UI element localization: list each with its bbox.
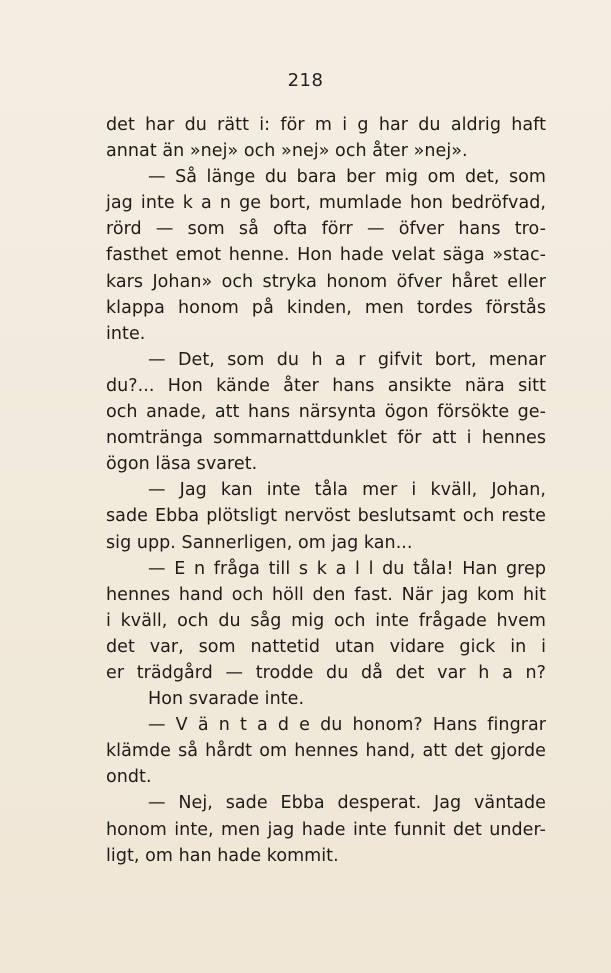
text-line: fasthet emot henne. Hon hade velat säga »stac- [106,245,546,266]
text-line: — Så länge du bara ber mig om det, som [148,167,546,188]
text-line: ögon läsa svaret. [106,454,258,475]
text-line: — Jag kan inte tåla mer i kväll, Johan, [148,480,546,501]
body-text [106,112,546,869]
text-line: hennes hand och höll den fast. När jag kom hit [106,584,546,605]
text-line: — E n fråga till s k a l l du tåla! Han grep [148,558,546,579]
text-line: inte. [106,323,146,344]
text-line: du?... Hon kände åter hans ansikte nära sitt [106,375,546,396]
text-line: honom inte, men jag hade inte funnit det under- [106,819,546,840]
text-line: ligt, om han hade kommit. [106,845,339,866]
text-line: det har du rätt i: för m i g har du aldrig haft [106,115,546,135]
text-line: — Nej, sade Ebba desperat. Jag väntade [148,793,546,814]
text-line: nomtränga sommarnattdunklet för att i hennes [106,428,546,449]
text-line: er trädgård — trodde du då det var h a n? [106,662,546,683]
text-line: rörd — som så ofta förr — öfver hans tro- [106,219,546,240]
text-line: — V ä n t a d e du honom? Hans fingrar [148,715,546,736]
text-line: kars Johan» och stryka honom öfver håret eller [106,271,546,292]
text-line: jag inte k a n ge bort, mumlade hon bedröfvad, [106,193,546,214]
text-line: — Det, som du h a r gifvit bort, menar [148,349,546,370]
text-line: ondt. [106,767,152,788]
page-number: 218 [287,70,324,91]
text-line: klappa honom på kinden, men tordes förstås [106,297,546,318]
text-line: Hon svarade inte. [148,689,305,710]
text-line: det var, som nattetid utan vidare gick in i [106,636,546,657]
text-line: i kväll, och du såg mig och inte frågade hvem [106,610,546,631]
text-line: sig upp. Sannerligen, om jag kan... [106,532,413,553]
text-line: klämde så hårdt om hennes hand, att det gjorde [106,741,546,762]
text-line: sade Ebba plötsligt nervöst beslutsamt och reste [106,506,546,527]
text-line: och anade, att hans närsynta ögon försökte ge- [106,402,546,423]
text-line: annat än »nej» och »nej» och åter »nej». [106,141,468,162]
